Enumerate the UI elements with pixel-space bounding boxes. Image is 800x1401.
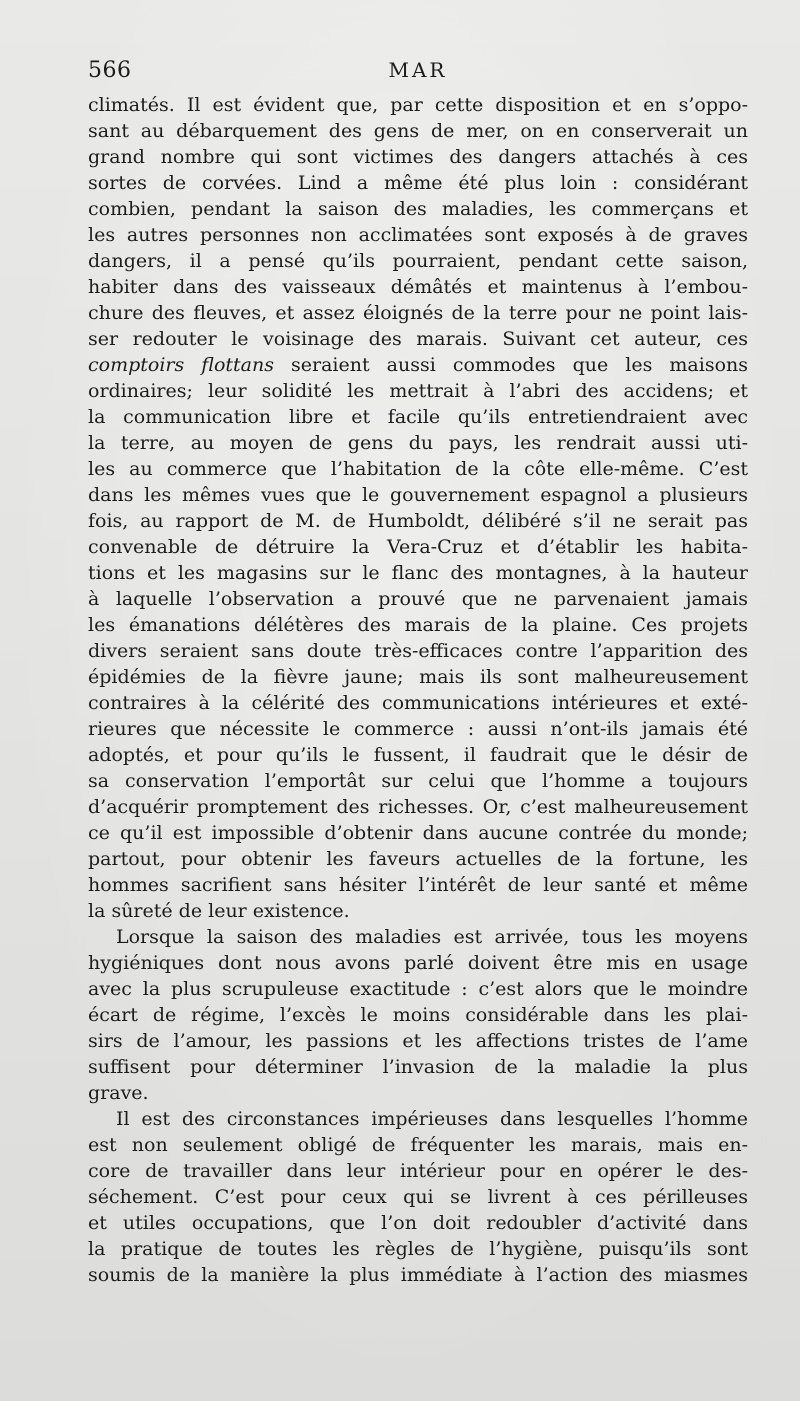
text-line: avec la plus scrupuleuse exactitude : c’est alors que le moindre (88, 978, 748, 1000)
italic-phrase: comptoirs flottans (88, 354, 274, 376)
text-line: la pratique de toutes les règles de l’hygiène, puisqu’ils sont (88, 1238, 748, 1260)
text-line: dans les mêmes vues que le gouvernement espagnol a plusieurs (88, 484, 748, 506)
text-line: grand nombre qui sont victimes des dangers attachés à ces (88, 146, 748, 168)
text-line: hommes sacrifient sans hésiter l’intérêt de leur santé et même (88, 874, 748, 896)
text-line: sa conservation l’emportât sur celui que l’homme a toujours (88, 770, 748, 792)
text-line: hygiéniques dont nous avons parlé doivent être mis en usage (88, 952, 748, 974)
running-head: MAR (388, 58, 448, 82)
page-header (88, 58, 748, 92)
text-line: ce qu’il est impossible d’obtenir dans aucune contrée du monde; (88, 822, 748, 844)
text-line: ordinaires; leur solidité les mettrait à l’abri des accidens; et (88, 380, 748, 402)
text-line: Il est des circonstances impérieuses dans lesquelles l’homme (116, 1108, 748, 1130)
text-line: les autres personnes non acclimatées sont exposés à de graves (88, 224, 748, 246)
text-line: dangers, il a pensé qu’ils pourraient, pendant cette saison, (88, 250, 748, 272)
text-line: contraires à la célérité des communications intérieures et exté- (88, 692, 748, 714)
text-line: la communication libre et facile qu’ils entretiendraient avec (88, 406, 748, 428)
text-line: la terre, au moyen de gens du pays, les rendrait aussi uti- (88, 432, 748, 454)
text-line: sant au débarquement des gens de mer, on en conserverait un (88, 120, 748, 142)
text-line: les émanations délétères des marais de la plaine. Ces projets (88, 614, 748, 636)
text-line: la sûreté de leur existence. (88, 900, 350, 922)
text-line: chure des fleuves, et assez éloignés de la terre pour ne point lais- (88, 302, 748, 324)
text-line: fois, au rapport de M. de Humboldt, délibéré s’il ne serait pas (88, 510, 748, 532)
paragraph-2 (88, 924, 748, 1106)
paragraph-3 (88, 1106, 748, 1288)
text-line: et utiles occupations, que l’on doit redoubler d’activité dans (88, 1212, 748, 1234)
text-line: sirs de l’amour, les passions et les affections tristes de l’ame (88, 1030, 748, 1052)
page-number: 566 (88, 58, 132, 83)
text-line: climatés. Il est évident que, par cette disposition et en s’oppo- (88, 94, 748, 116)
text-line: est non seulement obligé de fréquenter les marais, mais en- (88, 1134, 748, 1156)
text-line: partout, pour obtenir les faveurs actuelles de la fortune, les (88, 848, 748, 870)
text-line: d’acquérir promptement des richesses. Or, c’est malheureusement (88, 796, 748, 818)
text-line: grave. (88, 1082, 149, 1104)
text-line: rieures que nécessite le commerce : aussi n’ont-ils jamais été (88, 718, 748, 740)
text-line: soumis de la manière la plus immédiate à l’action des miasmes (88, 1264, 748, 1286)
text-line: écart de régime, l’excès le moins considérable dans les plai- (88, 1004, 748, 1026)
body-text (88, 92, 748, 1288)
paragraph-1 (88, 92, 748, 924)
text-line: core de travailler dans leur intérieur pour en opérer le des- (88, 1160, 748, 1182)
text-line: sortes de corvées. Lind a même été plus loin : considérant (88, 172, 748, 194)
text-line: combien, pendant la saison des maladies, les commerçans et (88, 198, 748, 220)
text-line: comptoirs flottans seraient aussi commodes que les maisons (88, 354, 748, 376)
text-line: les au commerce que l’habitation de la côte elle-même. C’est (88, 458, 748, 480)
text-line: divers seraient sans doute très-efficaces contre l’apparition des (88, 640, 748, 662)
text-line: Lorsque la saison des maladies est arrivée, tous les moyens (116, 926, 748, 948)
text-line: habiter dans des vaisseaux démâtés et maintenus à l’embou- (88, 276, 748, 298)
text-line: ser redouter le voisinage des marais. Suivant cet auteur, ces (88, 328, 748, 350)
text-line: adoptés, et pour qu’ils le fussent, il faudrait que le désir de (88, 744, 748, 766)
text-line: épidémies de la fièvre jaune; mais ils sont malheureusement (88, 666, 748, 688)
text-line: tions et les magasins sur le flanc des montagnes, à la hauteur (88, 562, 748, 584)
text-line: à laquelle l’observation a prouvé que ne parvenaient jamais (88, 588, 748, 610)
text-line: convenable de détruire la Vera-Cruz et d’établir les habita- (88, 536, 748, 558)
text-line: suffisent pour déterminer l’invasion de la maladie la plus (88, 1056, 748, 1078)
text-line: séchement. C’est pour ceux qui se livrent à ces périlleuses (88, 1186, 748, 1208)
